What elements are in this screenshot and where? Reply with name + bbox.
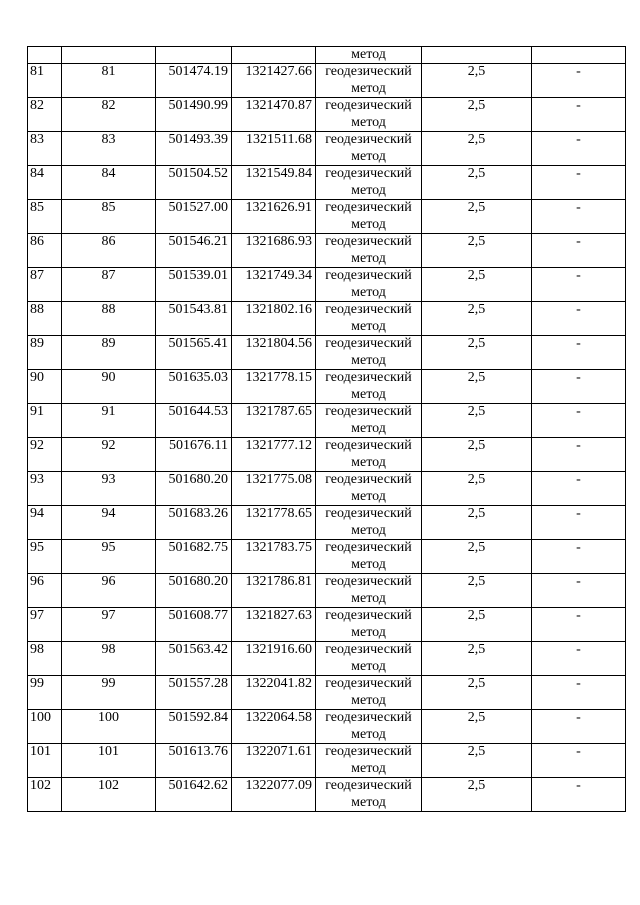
method-line: метод bbox=[351, 556, 386, 572]
method-line: метод bbox=[351, 148, 386, 164]
method-line: геодезический bbox=[325, 778, 412, 793]
method-line: метод bbox=[351, 658, 386, 674]
cell-x: 501680.20 bbox=[156, 574, 232, 608]
cell-x: 501682.75 bbox=[156, 540, 232, 574]
table-row bbox=[28, 200, 626, 234]
method-line: метод bbox=[351, 284, 386, 300]
cell-point-number: 91 bbox=[28, 404, 62, 438]
cell-y: 1321778.15 bbox=[232, 370, 316, 404]
cell-point-number: 102 bbox=[28, 778, 62, 812]
cell-point-label: 102 bbox=[62, 778, 156, 812]
cell-accuracy: 2,5 bbox=[422, 608, 532, 642]
cell-point-number: 82 bbox=[28, 98, 62, 132]
cell-point-number: 92 bbox=[28, 438, 62, 472]
method-line: геодезический bbox=[325, 472, 412, 487]
cell-note: - bbox=[532, 540, 626, 574]
cell-point-label: 84 bbox=[62, 166, 156, 200]
cell-x: 501592.84 bbox=[156, 710, 232, 744]
method-line: метод bbox=[351, 760, 386, 776]
cell-note: - bbox=[532, 404, 626, 438]
cell-accuracy: 2,5 bbox=[422, 438, 532, 472]
cell-note: - bbox=[532, 608, 626, 642]
cell-y: 1321787.65 bbox=[232, 404, 316, 438]
cell-point-number bbox=[28, 47, 62, 64]
cell-point-number: 86 bbox=[28, 234, 62, 268]
table-row bbox=[28, 370, 626, 404]
coordinates-table bbox=[27, 46, 626, 812]
cell-accuracy: 2,5 bbox=[422, 64, 532, 98]
cell-note: - bbox=[532, 200, 626, 234]
method-line: геодезический bbox=[325, 302, 412, 317]
cell-point-label: 81 bbox=[62, 64, 156, 98]
method-line: геодезический bbox=[325, 642, 412, 657]
method-line: метод bbox=[351, 114, 386, 130]
cell-x: 501676.11 bbox=[156, 438, 232, 472]
table-row bbox=[28, 778, 626, 812]
cell-y bbox=[232, 47, 316, 64]
cell-note: - bbox=[532, 778, 626, 812]
method-line: метод bbox=[351, 488, 386, 504]
cell-method bbox=[316, 574, 422, 608]
cell-accuracy: 2,5 bbox=[422, 404, 532, 438]
cell-x: 501563.42 bbox=[156, 642, 232, 676]
cell-accuracy: 2,5 bbox=[422, 472, 532, 506]
method-line: геодезический bbox=[325, 404, 412, 419]
cell-note: - bbox=[532, 234, 626, 268]
cell-note: - bbox=[532, 676, 626, 710]
cell-accuracy: 2,5 bbox=[422, 744, 532, 778]
cell-point-number: 100 bbox=[28, 710, 62, 744]
cell-point-label: 94 bbox=[62, 506, 156, 540]
cell-y: 1322064.58 bbox=[232, 710, 316, 744]
method-line: метод bbox=[351, 624, 386, 640]
method-line: геодезический bbox=[325, 438, 412, 453]
cell-point-number: 88 bbox=[28, 302, 62, 336]
cell-method bbox=[316, 608, 422, 642]
table-row bbox=[28, 166, 626, 200]
cell-y: 1321626.91 bbox=[232, 200, 316, 234]
cell-x: 501644.53 bbox=[156, 404, 232, 438]
cell-accuracy: 2,5 bbox=[422, 302, 532, 336]
cell-note bbox=[532, 47, 626, 64]
method-line: геодезический bbox=[325, 268, 412, 283]
cell-point-label: 90 bbox=[62, 370, 156, 404]
cell-point-label: 100 bbox=[62, 710, 156, 744]
cell-y: 1321777.12 bbox=[232, 438, 316, 472]
table-row bbox=[28, 98, 626, 132]
cell-method bbox=[316, 200, 422, 234]
cell-y: 1321827.63 bbox=[232, 608, 316, 642]
table-row bbox=[28, 506, 626, 540]
cell-y: 1321470.87 bbox=[232, 98, 316, 132]
cell-accuracy: 2,5 bbox=[422, 676, 532, 710]
cell-method bbox=[316, 370, 422, 404]
cell-x: 501546.21 bbox=[156, 234, 232, 268]
cell-note: - bbox=[532, 574, 626, 608]
table-row bbox=[28, 642, 626, 676]
method-line: метод bbox=[351, 794, 386, 810]
cell-y: 1321427.66 bbox=[232, 64, 316, 98]
cell-point-label: 96 bbox=[62, 574, 156, 608]
cell-accuracy: 2,5 bbox=[422, 268, 532, 302]
cell-accuracy: 2,5 bbox=[422, 642, 532, 676]
method-line: геодезический bbox=[325, 676, 412, 691]
method-line: геодезический bbox=[325, 710, 412, 725]
table-row bbox=[28, 64, 626, 98]
method-line: геодезический bbox=[325, 336, 412, 351]
table-row bbox=[28, 438, 626, 472]
method-line: геодезический bbox=[325, 64, 412, 79]
method-line: метод bbox=[351, 318, 386, 334]
cell-method bbox=[316, 404, 422, 438]
cell-accuracy bbox=[422, 47, 532, 64]
method-line: геодезический bbox=[325, 506, 412, 521]
cell-point-number: 94 bbox=[28, 506, 62, 540]
cell-method bbox=[316, 98, 422, 132]
method-line: геодезический bbox=[325, 370, 412, 385]
method-line: геодезический bbox=[325, 200, 412, 215]
table-row-continuation bbox=[28, 47, 626, 64]
cell-x: 501527.00 bbox=[156, 200, 232, 234]
cell-y: 1321511.68 bbox=[232, 132, 316, 166]
cell-point-label: 85 bbox=[62, 200, 156, 234]
cell-point-label: 87 bbox=[62, 268, 156, 302]
cell-point-label: 93 bbox=[62, 472, 156, 506]
cell-y: 1321783.75 bbox=[232, 540, 316, 574]
cell-point-label: 101 bbox=[62, 744, 156, 778]
cell-y: 1321686.93 bbox=[232, 234, 316, 268]
coordinates-table-container bbox=[27, 46, 626, 812]
cell-method bbox=[316, 778, 422, 812]
table-row bbox=[28, 676, 626, 710]
table-row bbox=[28, 608, 626, 642]
cell-accuracy: 2,5 bbox=[422, 132, 532, 166]
cell-x: 501642.62 bbox=[156, 778, 232, 812]
cell-method bbox=[316, 132, 422, 166]
method-line: метод bbox=[351, 80, 386, 96]
method-line: метод bbox=[351, 590, 386, 606]
cell-y: 1321749.34 bbox=[232, 268, 316, 302]
method-line: метод bbox=[351, 420, 386, 436]
method-line: геодезический bbox=[325, 540, 412, 555]
cell-method bbox=[316, 642, 422, 676]
cell-point-label: 97 bbox=[62, 608, 156, 642]
cell-x: 501565.41 bbox=[156, 336, 232, 370]
cell-point-label: 86 bbox=[62, 234, 156, 268]
cell-x: 501635.03 bbox=[156, 370, 232, 404]
table-row bbox=[28, 540, 626, 574]
cell-method bbox=[316, 64, 422, 98]
cell-note: - bbox=[532, 336, 626, 370]
cell-accuracy: 2,5 bbox=[422, 574, 532, 608]
cell-point-label: 91 bbox=[62, 404, 156, 438]
cell-method bbox=[316, 336, 422, 370]
method-line: метод bbox=[351, 352, 386, 368]
cell-method: метод bbox=[316, 47, 422, 64]
cell-point-label: 88 bbox=[62, 302, 156, 336]
table-body bbox=[28, 47, 626, 812]
cell-point-number: 83 bbox=[28, 132, 62, 166]
cell-accuracy: 2,5 bbox=[422, 234, 532, 268]
cell-point-number: 81 bbox=[28, 64, 62, 98]
method-line: геодезический bbox=[325, 744, 412, 759]
table-row bbox=[28, 574, 626, 608]
method-line: геодезический bbox=[325, 166, 412, 181]
cell-method bbox=[316, 438, 422, 472]
cell-accuracy: 2,5 bbox=[422, 98, 532, 132]
cell-x bbox=[156, 47, 232, 64]
cell-note: - bbox=[532, 438, 626, 472]
cell-accuracy: 2,5 bbox=[422, 778, 532, 812]
cell-x: 501474.19 bbox=[156, 64, 232, 98]
cell-method bbox=[316, 472, 422, 506]
cell-y: 1321549.84 bbox=[232, 166, 316, 200]
table-row bbox=[28, 472, 626, 506]
cell-y: 1322041.82 bbox=[232, 676, 316, 710]
cell-point-label bbox=[62, 47, 156, 64]
method-line: метод bbox=[351, 522, 386, 538]
method-line: метод bbox=[351, 182, 386, 198]
cell-note: - bbox=[532, 642, 626, 676]
cell-x: 501493.39 bbox=[156, 132, 232, 166]
cell-point-number: 84 bbox=[28, 166, 62, 200]
cell-point-label: 92 bbox=[62, 438, 156, 472]
cell-accuracy: 2,5 bbox=[422, 336, 532, 370]
method-line: геодезический bbox=[325, 608, 412, 623]
cell-note: - bbox=[532, 710, 626, 744]
cell-y: 1321786.81 bbox=[232, 574, 316, 608]
cell-y: 1321916.60 bbox=[232, 642, 316, 676]
cell-point-number: 99 bbox=[28, 676, 62, 710]
table-row bbox=[28, 744, 626, 778]
cell-note: - bbox=[532, 506, 626, 540]
cell-point-number: 87 bbox=[28, 268, 62, 302]
cell-note: - bbox=[532, 132, 626, 166]
cell-x: 501539.01 bbox=[156, 268, 232, 302]
method-line: метод bbox=[351, 386, 386, 402]
cell-note: - bbox=[532, 98, 626, 132]
cell-method bbox=[316, 676, 422, 710]
table-row bbox=[28, 302, 626, 336]
method-line: метод bbox=[351, 216, 386, 232]
method-line: геодезический bbox=[325, 234, 412, 249]
cell-method bbox=[316, 166, 422, 200]
cell-x: 501608.77 bbox=[156, 608, 232, 642]
method-line: метод bbox=[351, 454, 386, 470]
cell-method bbox=[316, 540, 422, 574]
cell-y: 1321778.65 bbox=[232, 506, 316, 540]
cell-x: 501680.20 bbox=[156, 472, 232, 506]
cell-accuracy: 2,5 bbox=[422, 710, 532, 744]
cell-note: - bbox=[532, 744, 626, 778]
cell-accuracy: 2,5 bbox=[422, 166, 532, 200]
cell-point-number: 93 bbox=[28, 472, 62, 506]
cell-point-number: 98 bbox=[28, 642, 62, 676]
cell-x: 501683.26 bbox=[156, 506, 232, 540]
table-row bbox=[28, 234, 626, 268]
cell-x: 501543.81 bbox=[156, 302, 232, 336]
cell-x: 501557.28 bbox=[156, 676, 232, 710]
method-line: геодезический bbox=[325, 98, 412, 113]
cell-method bbox=[316, 506, 422, 540]
cell-point-number: 96 bbox=[28, 574, 62, 608]
cell-point-number: 101 bbox=[28, 744, 62, 778]
table-row bbox=[28, 132, 626, 166]
method-line: метод bbox=[351, 726, 386, 742]
cell-method bbox=[316, 302, 422, 336]
cell-accuracy: 2,5 bbox=[422, 540, 532, 574]
cell-note: - bbox=[532, 370, 626, 404]
table-row bbox=[28, 404, 626, 438]
cell-note: - bbox=[532, 166, 626, 200]
cell-y: 1321775.08 bbox=[232, 472, 316, 506]
cell-point-label: 89 bbox=[62, 336, 156, 370]
method-line: геодезический bbox=[325, 574, 412, 589]
table-row bbox=[28, 268, 626, 302]
cell-accuracy: 2,5 bbox=[422, 200, 532, 234]
cell-point-number: 97 bbox=[28, 608, 62, 642]
cell-point-label: 99 bbox=[62, 676, 156, 710]
cell-point-label: 98 bbox=[62, 642, 156, 676]
cell-point-label: 82 bbox=[62, 98, 156, 132]
cell-method bbox=[316, 710, 422, 744]
cell-note: - bbox=[532, 268, 626, 302]
method-line: геодезический bbox=[325, 132, 412, 147]
cell-point-number: 95 bbox=[28, 540, 62, 574]
cell-note: - bbox=[532, 64, 626, 98]
cell-x: 501504.52 bbox=[156, 166, 232, 200]
cell-point-number: 89 bbox=[28, 336, 62, 370]
cell-point-number: 85 bbox=[28, 200, 62, 234]
cell-y: 1322077.09 bbox=[232, 778, 316, 812]
cell-point-label: 83 bbox=[62, 132, 156, 166]
method-line: метод bbox=[351, 250, 386, 266]
cell-y: 1322071.61 bbox=[232, 744, 316, 778]
cell-x: 501490.99 bbox=[156, 98, 232, 132]
method-line: метод bbox=[351, 692, 386, 708]
cell-y: 1321804.56 bbox=[232, 336, 316, 370]
cell-method bbox=[316, 744, 422, 778]
cell-accuracy: 2,5 bbox=[422, 370, 532, 404]
cell-note: - bbox=[532, 302, 626, 336]
cell-note: - bbox=[532, 472, 626, 506]
table-row bbox=[28, 710, 626, 744]
cell-point-number: 90 bbox=[28, 370, 62, 404]
cell-x: 501613.76 bbox=[156, 744, 232, 778]
cell-method bbox=[316, 234, 422, 268]
cell-accuracy: 2,5 bbox=[422, 506, 532, 540]
cell-method bbox=[316, 268, 422, 302]
table-row bbox=[28, 336, 626, 370]
cell-point-label: 95 bbox=[62, 540, 156, 574]
cell-y: 1321802.16 bbox=[232, 302, 316, 336]
